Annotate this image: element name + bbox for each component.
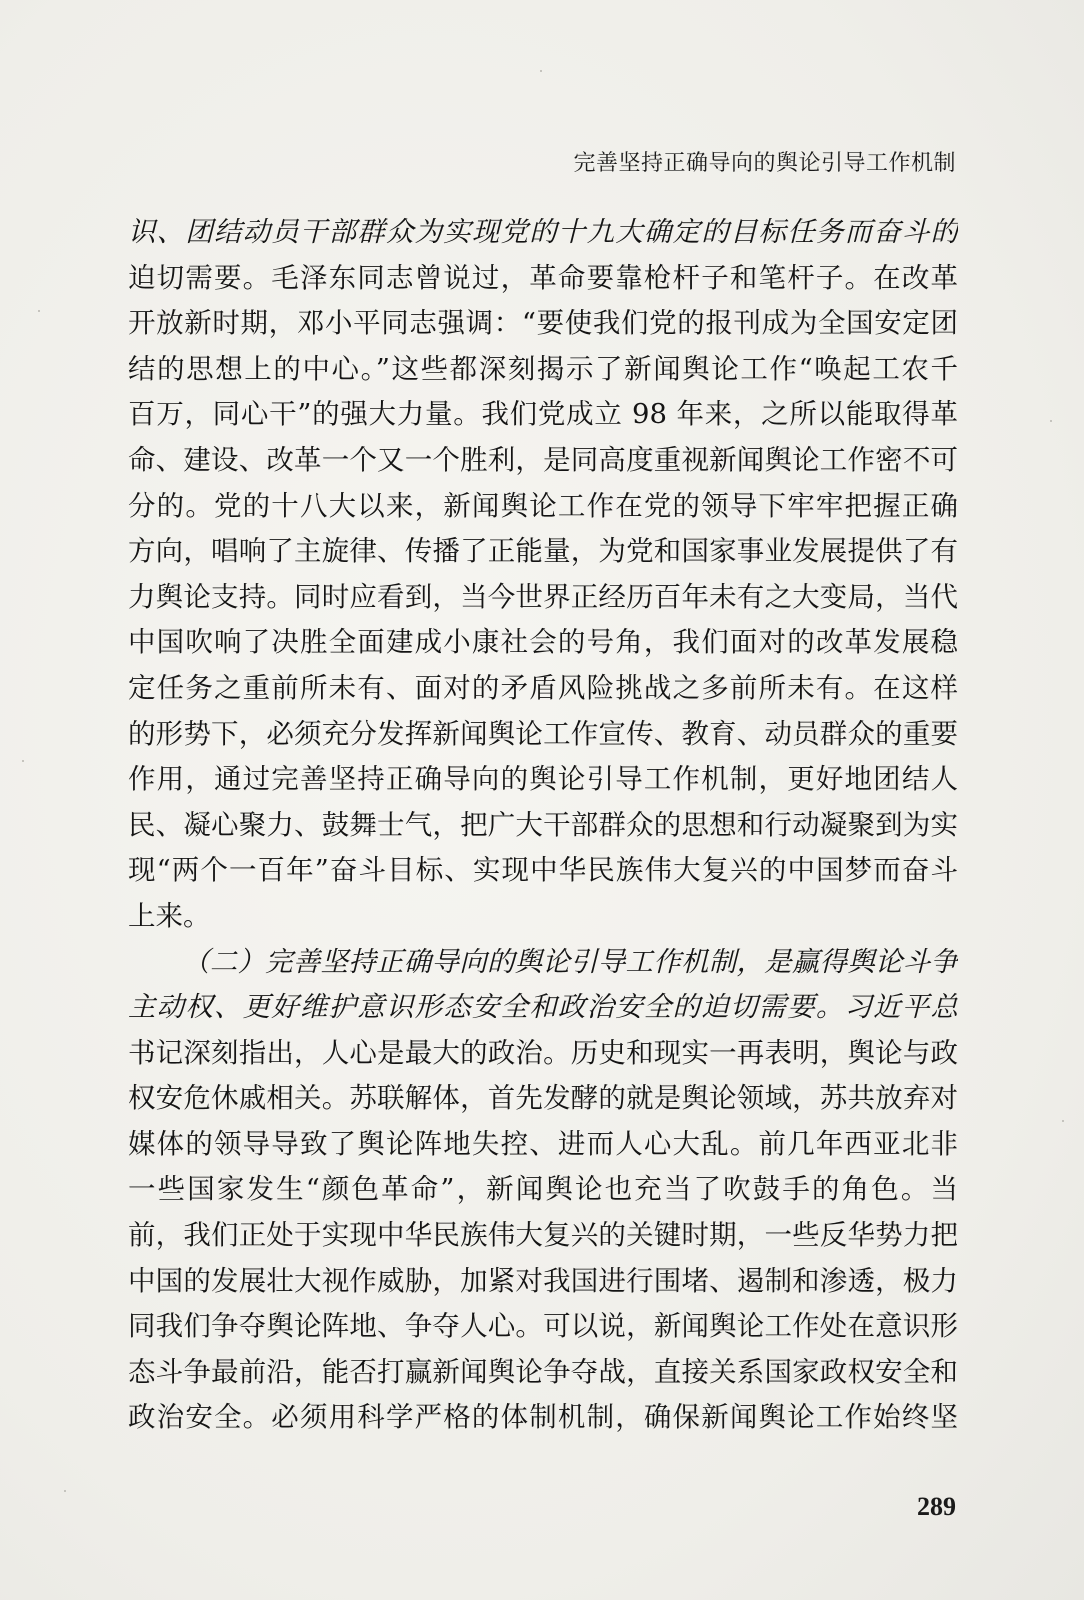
text-line: 定任务之重前所未有、面对的矛盾风险挑战之多前所未有。在这样 xyxy=(128,671,958,704)
text-line: 中国吹响了决胜全面建成小康社会的号角，我们面对的改革发展稳 xyxy=(128,626,958,659)
page-number: 289 xyxy=(917,1492,956,1521)
text-line: （二）完善坚持正确导向的舆论引导工作机制，是赢得舆论斗争 xyxy=(182,945,958,978)
text-line: 媒体的领导导致了舆论阵地失控、进而人心大乱。前几年西亚北非 xyxy=(128,1127,958,1160)
text-line: 识、团结动员干部群众为实现党的十九大确定的目标任务而奋斗的 xyxy=(128,216,958,248)
text-line: 命、建设、改革一个又一个胜利，是同高度重视新闻舆论工作密不可 xyxy=(128,443,958,476)
text-line: 方向，唱响了主旋律、传播了正能量，为党和国家事业发展提供了有 xyxy=(128,535,958,568)
running-header: 完善坚持正确导向的舆论引导工作机制 xyxy=(573,151,956,176)
text-line: 开放新时期，邓小平同志强调：“要使我们党的报刊成为全国安定团 xyxy=(128,307,958,340)
text-line: 书记深刻指出，人心是最大的政治。历史和现实一再表明，舆论与政 xyxy=(128,1036,958,1069)
text-line: 中国的发展壮大视作威胁，加紧对我国进行围堵、遏制和渗透，极力 xyxy=(128,1264,958,1297)
text-line: 权安危休戚相关。苏联解体，首先发酵的就是舆论领域，苏共放弃对 xyxy=(128,1082,958,1115)
text-line: 同我们争夺舆论阵地、争夺人心。可以说，新闻舆论工作处在意识形 xyxy=(128,1310,958,1343)
text-line: 作用，通过完善坚持正确导向的舆论引导工作机制，更好地团结人 xyxy=(128,763,958,796)
header-rule xyxy=(130,189,960,190)
text-line: 现“两个一百年”奋斗目标、实现中华民族伟大复兴的中国梦而奋斗 xyxy=(128,854,958,887)
paragraph-1 xyxy=(128,210,958,940)
scan-speck xyxy=(64,1490,66,1492)
scan-speck xyxy=(38,310,40,312)
text-line: 上来。 xyxy=(128,899,211,932)
paragraph-2 xyxy=(128,940,958,1442)
scan-speck xyxy=(1050,420,1052,422)
text-line: 百万，同心干”的强大力量。我们党成立 98 年来，之所以能取得革 xyxy=(128,398,958,431)
text-line: 结的思想上的中心。”这些都深刻揭示了新闻舆论工作“唤起工农千 xyxy=(128,352,958,385)
scan-speck xyxy=(1062,1120,1064,1122)
text-line: 分的。党的十八大以来，新闻舆论工作在党的领导下牢牢把握正确 xyxy=(128,489,958,522)
scan-speck xyxy=(22,760,24,762)
scan-speck xyxy=(540,70,542,72)
text-line: 力舆论支持。同时应看到，当今世界正经历百年未有之大变局，当代 xyxy=(128,580,958,613)
text-line: 态斗争最前沿，能否打赢新闻舆论争夺战，直接关系国家政权安全和 xyxy=(128,1355,958,1388)
text-line: 一些国家发生“颜色革命”，新闻舆论也充当了吹鼓手的角色。当 xyxy=(128,1173,958,1206)
text-line: 的形势下，必须充分发挥新闻舆论工作宣传、教育、动员群众的重要 xyxy=(128,717,958,750)
text-line: 前，我们正处于实现中华民族伟大复兴的关键时期，一些反华势力把 xyxy=(128,1219,958,1252)
text-line: 迫切需要。毛泽东同志曾说过，革命要靠枪杆子和笔杆子。在改革 xyxy=(128,261,958,294)
text-line: 主动权、更好维护意识形态安全和政治安全的迫切需要。习近平总 xyxy=(128,991,958,1024)
body-text xyxy=(128,210,958,1441)
text-line: 民、凝心聚力、鼓舞士气，把广大干部群众的思想和行动凝聚到为实 xyxy=(128,808,958,841)
text-line: 政治安全。必须用科学严格的体制机制，确保新闻舆论工作始终坚 xyxy=(128,1401,958,1434)
